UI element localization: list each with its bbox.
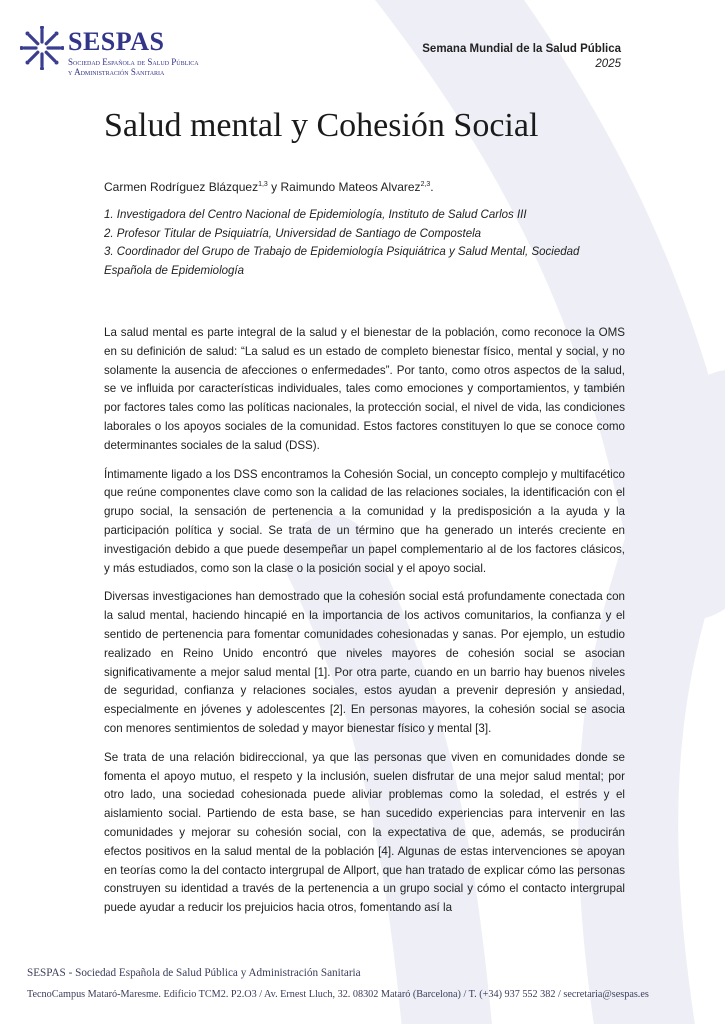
logo-subtitle [68,57,199,77]
logo-subtitle-line1: Sociedad Española de Salud Pública [68,57,199,67]
authors-end: . [430,180,434,194]
page-footer [27,966,707,1002]
footer-contact: TecnoCampus Mataró-Maresme. Edificio TCM2. P2.O3 / Av. Ernest Lluch, 32. 08302 Mataró (Barcelona) / T. (+34) 937 552 382 / secretaria@sespas.es [27,989,649,1000]
sespas-logo [20,26,260,78]
event-header [422,42,621,72]
body-paragraph: Íntimamente ligado a los DSS encontramos la Cohesión Social, un concepto complejo y multifacético que reúne componentes clave como son la calidad de las relaciones sociales, la identificación con el grupo social, la sensación de pertenencia a la comunidad y la predisposición a la ayuda y la participación política y social. Se trata de un término que ha generado un interés creciente en investigación debido a que puede desempeñar un papel complementario al de los factores clásicos, y más estudiados, como son la clase o la posición social y el apoyo social. [104,467,625,575]
affiliation-item: 3. Coordinador del Grupo de Trabajo de Epidemiología Psiquiátrica y Salud Mental, Sociedad Española de Epidemiología [104,246,580,277]
author-affiliation-refs: 2,3 [420,181,431,188]
author-line [104,177,434,195]
author-affiliation-refs: 1,3 [258,181,268,188]
body-paragraph: Diversas investigaciones han demostrado que la cohesión social está profundamente conectada con la salud mental, haciendo hincapié en la importancia de los activos comunitarios, la confianza y el sentido de pertenencia para fomentar comunidades cohesionadas y sanas. Por ejemplo, un estudio realizado en Reino Unido encontró que niveles mayores de cohesión social se asocian significativamente a mejor salud mental [1]. Por otra parte, cuando en un barrio hay buenos niveles de seguridad, confianza y relaciones sociales, estos ayudan a prevenir depresión y ansiedad, especialmente en jóvenes y adolescentes [2]. En personas mayores, la cohesión social se asocia con menores sentimientos de soledad y mayor bienestar físico y mental [3]. [104,590,625,735]
logo-subtitle-line2: y Administración Sanitaria [68,67,165,77]
author-joiner: y [267,180,281,194]
sespas-starburst-icon [20,26,64,70]
author-name: Carmen Rodríguez Blázquez [104,180,259,194]
affiliation-list [104,206,624,280]
body-paragraph: La salud mental es parte integral de la salud y el bienestar de la población, como reconoce la OMS en su definición de salud: “La salud es un estado de completo bienestar físico, mental y social, y no solamente la ausencia de afecciones o enfermedades”. Por tanto, como otros aspectos de la salud, se ve influida por características individuales, tales como emociones y comportamientos, y también por factores tales como las políticas nacionales, la protección social, el nivel de vida, las condiciones laborales o los apoyos sociales de la comunidad. Estos factores constituyen lo que se conoce como determinantes sociales de la salud (DSS). [104,326,625,452]
affiliation-item: 1. Investigadora del Centro Nacional de Epidemiología, Instituto de Salud Carlos III [104,209,527,221]
event-name: Semana Mundial de la Salud Pública [422,43,621,55]
article-body [104,324,625,928]
event-year: 2025 [595,58,621,70]
author-name: Raimundo Mateos Alvarez [280,180,421,194]
article-title: Salud mental y Cohesión Social [104,107,539,144]
logo-name: SESPAS [68,27,165,56]
body-paragraph: Se trata de una relación bidireccional, ya que las personas que viven en comunidades donde se fomenta el apoyo mutuo, el respeto y la inclusión, suelen disfrutar de una mejor salud mental; por otro lado, una sociedad cohesionada puede aliviar problemas como la soledad, el estrés y el aislamiento social. Partiendo de esta base, se han sucedido experiencias para intervenir en las comunidades y mejorar su cohesión social, con la expectativa de que, además, se producirán efectos positivos en la salud mental de la población [4]. Algunas de estas intervenciones se apoyan en teorías como la del contacto intergrupal de Allport, que han tratado de explicar cómo las personas construyen su identidad a través de la pertenencia a un grupo social y cómo el contacto intergrupal puede ayudar a reducir los prejuicios hacia otros, fomentando así la [104,750,625,915]
footer-organization: SESPAS - Sociedad Española de Salud Pública y Administración Sanitaria [27,967,361,979]
affiliation-item: 2. Profesor Titular de Psiquiatría, Universidad de Santiago de Compostela [104,227,482,240]
